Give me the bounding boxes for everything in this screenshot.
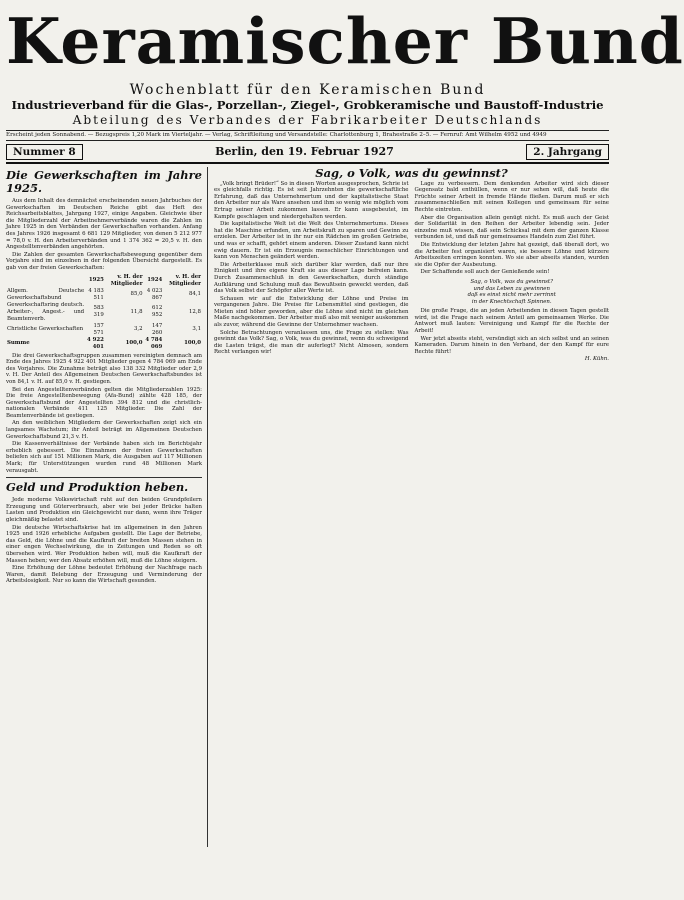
article-paragraph: Die kapitalistische Welt ist die Welt des Unternehmertums. Dieses hat die Maschine erfunden, um Arbeitskraft zu sparen und Gewinn zu erzielen. Der Arbeiter ist in ihr nur ein Rädchen im großen Getriebe, und was er schafft, gehört einem anderen. Dieser Zustand kann nicht ewig dauern. Er ist ein Erzeugnis menschlicher Einrichtungen und kann von Menschen geändert werden. — [214, 221, 409, 261]
article-paragraph: Eine Erhöhung der Löhne bedeutet Erhöhung der Nachfrage nach Waren, damit Belebung der Erzeugung und Verminderung der Arbeitslosigkeit. Nur so kann die Wirtschaft gesunden. — [6, 565, 202, 585]
article-paragraph: Solche Betrachtungen veranlassen uns, die Frage zu stellen: Was gewinnt das Volk? Sag, o Volk, was du gewinnst, wenn du schweigend die Lasten trägst, die man dir auferlegt? Nicht Almosen, sondern Recht verlangen wir! — [214, 329, 409, 356]
lead-article-headline: Sag, o Volk, was du gewinnst? — [315, 166, 508, 180]
subtitle-industry: Industrieverband für die Glas-, Porzellan-, Ziegel-, Grobkeramische und Baustoff-Industrie — [11, 98, 604, 112]
table-row: Gewerkschaftsring deutsch. Arbeiter-, Angest.- und Beamtenverb. 583 319 11,8 612 952 12,8 — [7, 301, 201, 322]
article-paragraph: Die Entwicklung der letzten Jahre hat gezeigt, daß überall dort, wo die Arbeiter fest organisiert waren, sie bessere Löhne und kürzere Arbeitszeiten erringen konnten. Wo sie aber abseits standen, wurden sie die Opfer der Ausbeutung. — [414, 241, 609, 268]
article-columns — [6, 167, 609, 847]
article-paragraph: An den weiblichen Mitgliedern der Gewerkschaften zeigt sich ein langsames Wachstum; ihr Anteil beträgt im Allgemeinen Deutschen Gewerkschaftsbund 21,3 v. H. — [6, 420, 202, 440]
table-total-row: Summe 4 922 401 100,0 4 784 069 100,0 — [7, 336, 201, 350]
poem-line: daß es einst nicht mehr zerrinnt — [467, 292, 556, 299]
article-paragraph: Die Arbeiterklasse muß sich darüber klar werden, daß nur ihre Einigkeit und ihre eigene Kraft sie aus dieser Lage befreien kann. Durch Zusammenschluß in den Gewerkschaften, durch ständige Aufklärung und Schulung muß das Bewußtsein geweckt werden, daß das Volk selbst der Schöpfer aller Werte ist. — [214, 261, 409, 295]
issue-year: 2. Jahrgang — [526, 144, 609, 160]
article-paragraph: Die Kassenverhältnisse der Verbände haben sich im Berichtsjahr erheblich gebessert. Die Einnahmen der freien Gewerkschaften beliefen sich auf 151 Millionen Mark, die Ausgaben auf 117 Millionen Mark; für Unterstützungen wurden rund 48 Millionen Mark verausgabt. — [6, 441, 202, 474]
issue-bar — [6, 141, 609, 164]
article-headline-2: Geld und Produktion heben. — [6, 480, 189, 495]
article-paragraph: Die deutsche Wirtschaftskrise hat im allgemeinen in den Jahren 1925 und 1926 erhebliche Aufgaben gestellt. Die Lage der Betriebe, das Geld, die Löhne und die Kaufkraft der breiten Massen stehen in einer engen Wechselwirkung, die in Zeitungen und Reden so oft übersehen wird. Wer Produktion heben will, muß die Kaufkraft der Massen heben; wer den Absatz erhöhen will, muß die Löhne steigern. — [6, 524, 202, 564]
article-paragraph: Die große Frage, die an jeden Arbeitenden in diesen Tagen gestellt wird, ist die Frage nach seinem Anteil am gemeinsamen Werke. Die Antwort muß lauten: Vereinigung und Kampf für die Rechte der Arbeit! — [414, 308, 609, 335]
article-paragraph: Aber die Organisation allein genügt nicht. Es muß auch der Geist der Solidarität in den Reihen der Arbeiter lebendig sein. Jeder einzelne muß wissen, daß sein Schicksal mit dem der ganzen Klasse verbunden ist, und daß nur gemeinsames Handeln zum Ziel führt. — [414, 214, 609, 241]
divider — [6, 477, 202, 478]
author-signature: H. Kühn. — [584, 356, 609, 363]
lead-article-columns — [214, 181, 609, 363]
left-column — [6, 167, 208, 847]
subtitle-weekly: Wochenblatt für den Keramischen Bund — [129, 82, 486, 98]
poem-line: und das Leben zu gewinnen — [473, 285, 550, 292]
article-paragraph: Die drei Gewerkschaftsgruppen zusammen vereinigten demnach am Ende des Jahres 1925 4 922 401 Mitglieder gegen 4 784 069 am Ende des Vorjahres. Die Zunahme beträgt also 138 332 Mitglieder oder 2,9 v. H. Der Anteil des Allgemeinen Deutschen Gewerkschaftsbundes ist von 84,1 v. H. auf 85,0 v. H. gestiegen. — [6, 352, 202, 385]
table-row: Christliche Gewerkschaften 157 571 3,2 147 260 3,1 — [7, 322, 201, 336]
article-paragraph: Lage zu verbessern. Dem denkenden Arbeiter wird sich dieser Gegensatz bald enthüllen, wenn er nur sehen will, daß heute die Früchte seiner Arbeit in fremde Hände fließen. Darum muß er sich zusammenschließen mit seinen Kollegen und gemeinsam für seine Rechte eintreten. — [414, 180, 609, 213]
membership-table — [6, 274, 202, 351]
article-paragraph: Die Zahlen der gesamten Gewerkschaftsbewegung gegenüber dem Vorjahre sind im einzelnen in der folgenden Übersicht dargestellt. Es gab von der freien Gewerkschaften: — [6, 251, 202, 271]
article-paragraph: Jede moderne Volkswirtschaft ruht auf den beiden Grundpfeilern Erzeugung und Güterverbrauch, aber wie bei jeder Brücke halten Lasten und Produktion ein Gleichgewicht nur dann, wenn ihre Träger gleichmäßig belastet sind. — [6, 497, 202, 523]
publication-info: Erscheint jeden Sonnabend. — Bezugspreis 1,20 Mark im Vierteljahr. — Verlag, Schriftleitung und Versandstelle: Charlottenburg 1, Brahestraße 2–5. — Fernruf: Amt Wilhelm 4952 und 4949 — [6, 130, 609, 141]
lead-column-b — [415, 181, 610, 363]
article-headline: Die Gewerkschaften im Jahre 1925. — [6, 168, 202, 195]
table-header-row: 1925 v. H. der Mitglieder 1924 v. H. der Mitglieder — [88, 273, 201, 287]
poem-line: Sag, o Volk, was du gewinnst? — [470, 278, 553, 285]
article-paragraph: „Volk bringt Brüder!“ So in diesen Worten ausgesprochen, Schrie ist es gleichfalls richtig. Es ist seit Jahrzehnten die gewerkschaftliche Erfahrung, daß das Unternehmertum und der kapitalistische Staat den Arbeiter nur als Ware ansehen und ihm so wenig wie möglich vom Ertrag seiner Arbeit zukommen lassen. Er kann ausgebeutet, im Kampfe geschlagen und niedergehalten werden. — [214, 180, 409, 220]
poem — [415, 279, 610, 305]
poem-line: in der Knechtschaft Spinnen. — [471, 298, 552, 305]
article-paragraph: Wer jetzt abseits steht, versündigt sich an sich selbst und an seinen Kameraden. Darum hinein in den Verband, der den Kampf für eure Rechte führt! — [414, 335, 609, 355]
issue-number: Nummer 8 — [6, 144, 83, 160]
article-paragraph: Aus dem Inhalt des demnächst erscheinenden neuen Jahrbuches der Gewerkschaften im Deutschen Reiche gibt das Heft des Reichsarbeitsblattes, Jahrgang 1927, einige Angaben. Gleichwie über die Mitgliederzahl der Arbeitnehmerverbände waren die Zahlen im Jahre 1925 in den Verbänden der Gewerkschaften vorhanden. Anfang des Jahres 1926 insgesamt 6 681 129 Mitglieder, von denen 5 212 977 = 78,0 v. H. den Arbeiterverbänden und 1 374 362 = 20,5 v. H. den Angestelltenverbänden angehörten. — [6, 198, 202, 251]
article-paragraph: Schauen wir auf die Entwicklung der Löhne und Preise im vergangenen Jahre. Die Preise für Lebensmittel sind gestiegen, die Mieten sind höher geworden, aber die Löhne sind nicht im gleichen Maße nachgekommen. Der Arbeiter muß also mit weniger auskommen als zuvor, während die Gewinne der Unternehmer wachsen. — [214, 295, 409, 329]
table-row: Allgem. Deutsche Gewerkschaftsbund 4 183 511 85,0 4 023 867 84,1 — [7, 287, 201, 301]
masthead-title: Keramischer Bund — [6, 4, 684, 78]
article-paragraph: Der Schaffende soll auch der Genießende sein! — [420, 269, 550, 276]
issue-date: Berlin, den 19. Februar 1927 — [215, 145, 394, 158]
subtitle-department: Abteilung des Verbandes der Fabrikarbeiter Deutschlands — [72, 113, 543, 127]
article-paragraph: Bei den Angestelltenverbänden gelten die Mitgliederzahlen 1925: Die freie Angestelltenbewegung (Afa-Bund) zählte 428 185, der Gewerkschaftsbund der Angestellten 394 812 und die christlich-nationalen Verbände 411 125 Mitglieder. Die Zahl der Beamtenverbände ist gestiegen. — [6, 386, 202, 419]
lead-column-a — [214, 181, 409, 363]
right-section — [214, 167, 609, 847]
